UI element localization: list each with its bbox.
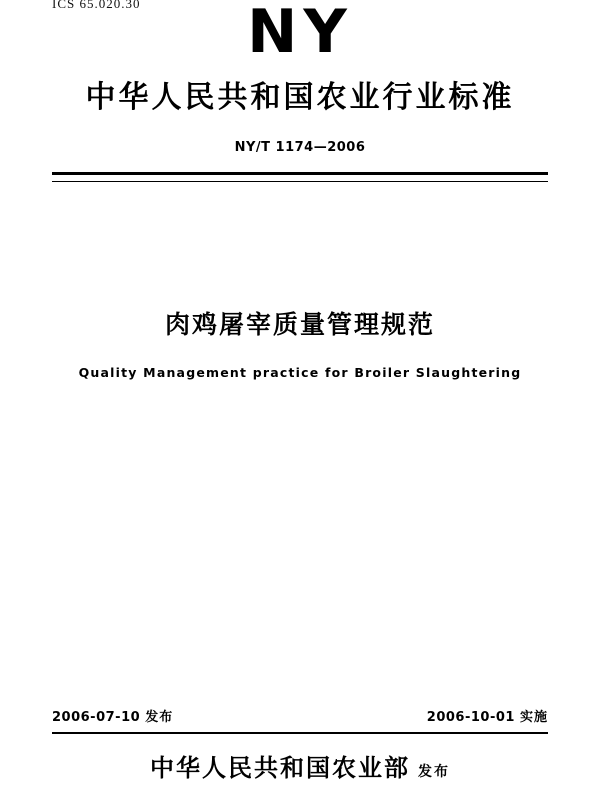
effective-date-label: 实施 [519,710,548,725]
document-title-english: Quality Management practice for Broiler Slaughtering [78,365,522,380]
standard-series-title: 中华人民共和国农业行业标准 [85,80,515,115]
divider-thick [52,172,548,175]
standard-number: NY/T 1174—2006 [234,140,366,155]
dates-row [52,706,548,725]
divider-thin [52,181,548,182]
publisher-verb: 发布 [418,764,450,780]
effective-date-group [427,706,548,725]
issue-date-value: 2006-07-10 [52,710,141,725]
issue-date-group [52,706,173,725]
publisher-organization: 中华人民共和国农业部 [150,754,410,782]
ny-logo: NY [247,0,353,67]
issue-date-label: 发布 [145,710,174,725]
divider-bottom [52,732,548,734]
effective-date-value: 2006-10-01 [426,710,515,725]
document-title-chinese: 肉鸡屠宰质量管理规范 [164,310,435,339]
classification-code: ICS 65.020.30 [52,0,141,11]
publisher-line [0,748,600,783]
